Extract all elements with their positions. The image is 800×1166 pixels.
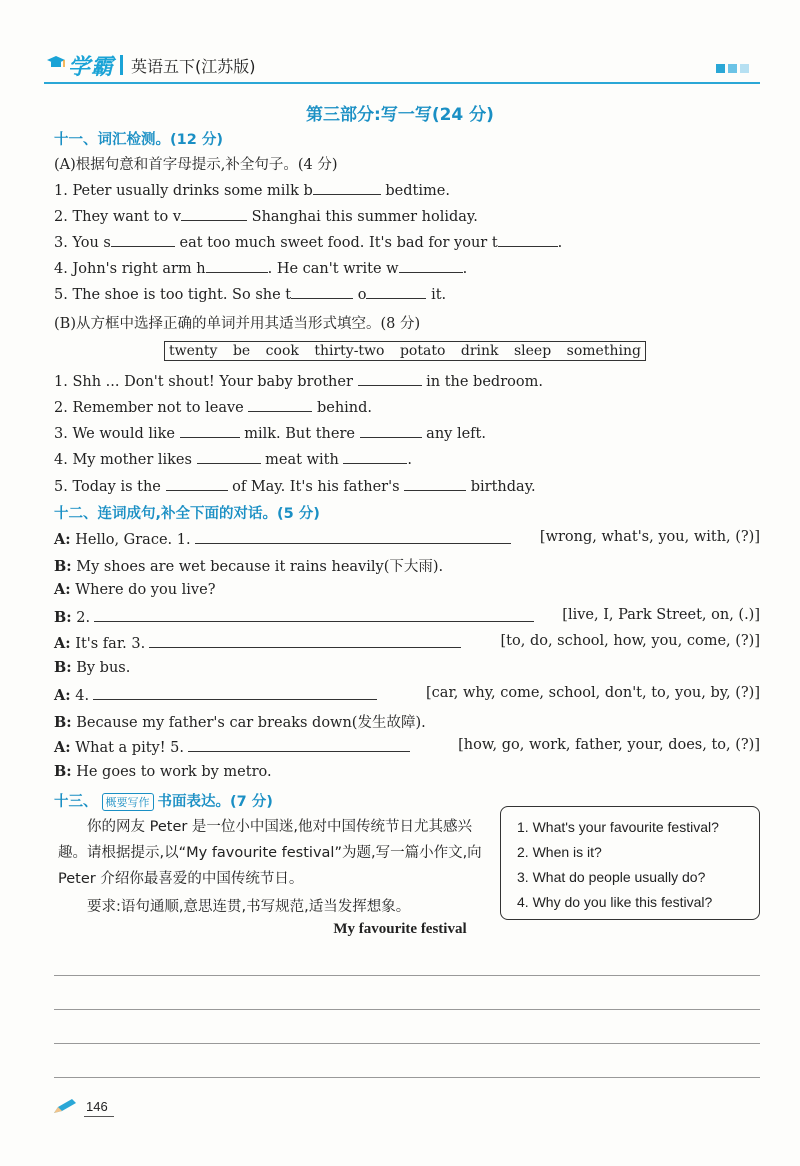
answer-blank[interactable]: [195, 529, 511, 544]
dialogue-line: B: He goes to work by metro.: [54, 763, 272, 780]
answer-blank[interactable]: [404, 476, 466, 491]
answer-blank[interactable]: [180, 423, 240, 438]
writing-prompt: 你的网友 Peter 是一位小中国迷,他对中国传统节日尤其感兴趣。请根据提示,以“My favourite festival”为题,写一篇小作文,向 Peter 介绍你最喜爱的中国传统节日。: [58, 819, 482, 887]
word-option: thirty-two: [314, 343, 385, 359]
answer-blank[interactable]: [366, 284, 426, 299]
hint-question: 1. What's your favourite festival?: [517, 819, 719, 835]
question-a4: 4. John's right arm h . He can't write w .: [54, 258, 467, 277]
question-a2: 2. They want to v Shanghai this summer holiday.: [54, 206, 478, 225]
writing-line[interactable]: [54, 1043, 760, 1044]
writing-requirement: 要求:语句通顺,意思连贯,书写规范,适当发挥想象。: [87, 899, 411, 915]
book-title: 英语五下(江苏版): [131, 56, 256, 76]
dialogue-line: B: 2.: [54, 607, 534, 626]
word-hint: [live, I, Park Street, on, (.)]: [562, 607, 760, 623]
answer-blank[interactable]: [498, 232, 558, 247]
answer-blank[interactable]: [197, 449, 261, 464]
question-a1: 1. Peter usually drinks some milk b bedtime.: [54, 180, 450, 199]
summary-writing-tag: 概要写作: [102, 793, 154, 811]
answer-blank[interactable]: [206, 258, 268, 273]
section-11b-instruction: (B)从方框中选择正确的单词并用其适当形式填空。(8 分): [54, 316, 421, 332]
word-option: potato: [399, 343, 446, 359]
hint-questions-box: [500, 806, 760, 920]
dialogue-line: A: What a pity! 5.: [54, 737, 410, 756]
answer-blank[interactable]: [166, 476, 228, 491]
hint-question: 2. When is it?: [517, 844, 602, 860]
question-b3: 3. We would like milk. But there any left.: [54, 423, 486, 442]
word-option: be: [232, 343, 251, 359]
graduation-cap-icon: [46, 54, 66, 76]
logo-text: 学霸: [68, 54, 115, 80]
answer-blank[interactable]: [358, 371, 422, 386]
answer-blank[interactable]: [399, 258, 463, 273]
question-a3: 3. You s eat too much sweet food. It's bad for your t .: [54, 232, 562, 251]
question-b4: 4. My mother likes meat with .: [54, 449, 412, 468]
word-option: drink: [460, 343, 499, 359]
question-b5: 5. Today is the of May. It's his father's birthday.: [54, 476, 536, 495]
word-option: cook: [265, 343, 299, 359]
word-box: [164, 341, 646, 361]
answer-blank[interactable]: [111, 232, 175, 247]
question-b2: 2. Remember not to leave behind.: [54, 397, 372, 416]
dialogue-line: A: 4.: [54, 685, 377, 704]
answer-blank[interactable]: [248, 397, 312, 412]
answer-blank[interactable]: [360, 423, 422, 438]
header-rule: [44, 82, 760, 84]
dialogue-line: A: It's far. 3.: [54, 633, 461, 652]
writing-line[interactable]: [54, 975, 760, 976]
hint-question: 3. What do people usually do?: [517, 869, 706, 885]
answer-blank[interactable]: [313, 180, 381, 195]
dialogue-line: A: Where do you live?: [54, 581, 216, 598]
essay-title: My favourite festival: [333, 921, 467, 937]
page-number-rule: [84, 1116, 114, 1117]
page-number: 146: [86, 1099, 108, 1114]
word-hint: [car, why, come, school, don't, to, you, by, (?)]: [426, 685, 760, 701]
answer-blank[interactable]: [93, 685, 377, 700]
dialogue-line: B: My shoes are wet because it rains heavily(下大雨).: [54, 558, 444, 575]
word-hint: [to, do, school, how, you, come, (?)]: [500, 633, 760, 649]
word-hint: [wrong, what's, you, with, (?)]: [539, 529, 760, 545]
answer-blank[interactable]: [149, 633, 461, 648]
word-option: something: [566, 343, 641, 359]
section-11-title: 十一、词汇检测。(12 分): [54, 132, 223, 148]
answer-blank[interactable]: [188, 737, 410, 752]
section-11a-instruction: (A)根据句意和首字母提示,补全句子。(4 分): [54, 157, 338, 173]
section-12-title: 十二、连词成句,补全下面的对话。(5 分): [54, 506, 320, 522]
question-b1: 1. Shh ... Don't shout! Your baby brother in the bedroom.: [54, 371, 543, 390]
word-option: twenty: [169, 343, 218, 359]
word-hint: [how, go, work, father, your, does, to, (?)]: [458, 737, 760, 753]
answer-blank[interactable]: [291, 284, 353, 299]
part-title: 第三部分:写一写(24 分): [306, 105, 494, 125]
word-option: sleep: [513, 343, 552, 359]
writing-line[interactable]: [54, 1077, 760, 1078]
dialogue-line: A: Hello, Grace. 1.: [54, 529, 511, 548]
question-a5: 5. The shoe is too tight. So she t o it.: [54, 284, 446, 303]
header-logo: [46, 50, 256, 80]
pencil-icon: [52, 1097, 78, 1119]
dialogue-line: B: By bus.: [54, 659, 131, 676]
header-decoration: [716, 64, 749, 73]
answer-blank[interactable]: [181, 206, 247, 221]
logo-divider: [120, 55, 123, 75]
answer-blank[interactable]: [94, 607, 534, 622]
answer-blank[interactable]: [343, 449, 407, 464]
dialogue-line: B: Because my father's car breaks down(发生故障).: [54, 714, 426, 731]
section-13-title: 十三、 概要写作 书面表达。(7 分): [54, 794, 273, 810]
writing-line[interactable]: [54, 1009, 760, 1010]
hint-question: 4. Why do you like this festival?: [517, 894, 713, 910]
